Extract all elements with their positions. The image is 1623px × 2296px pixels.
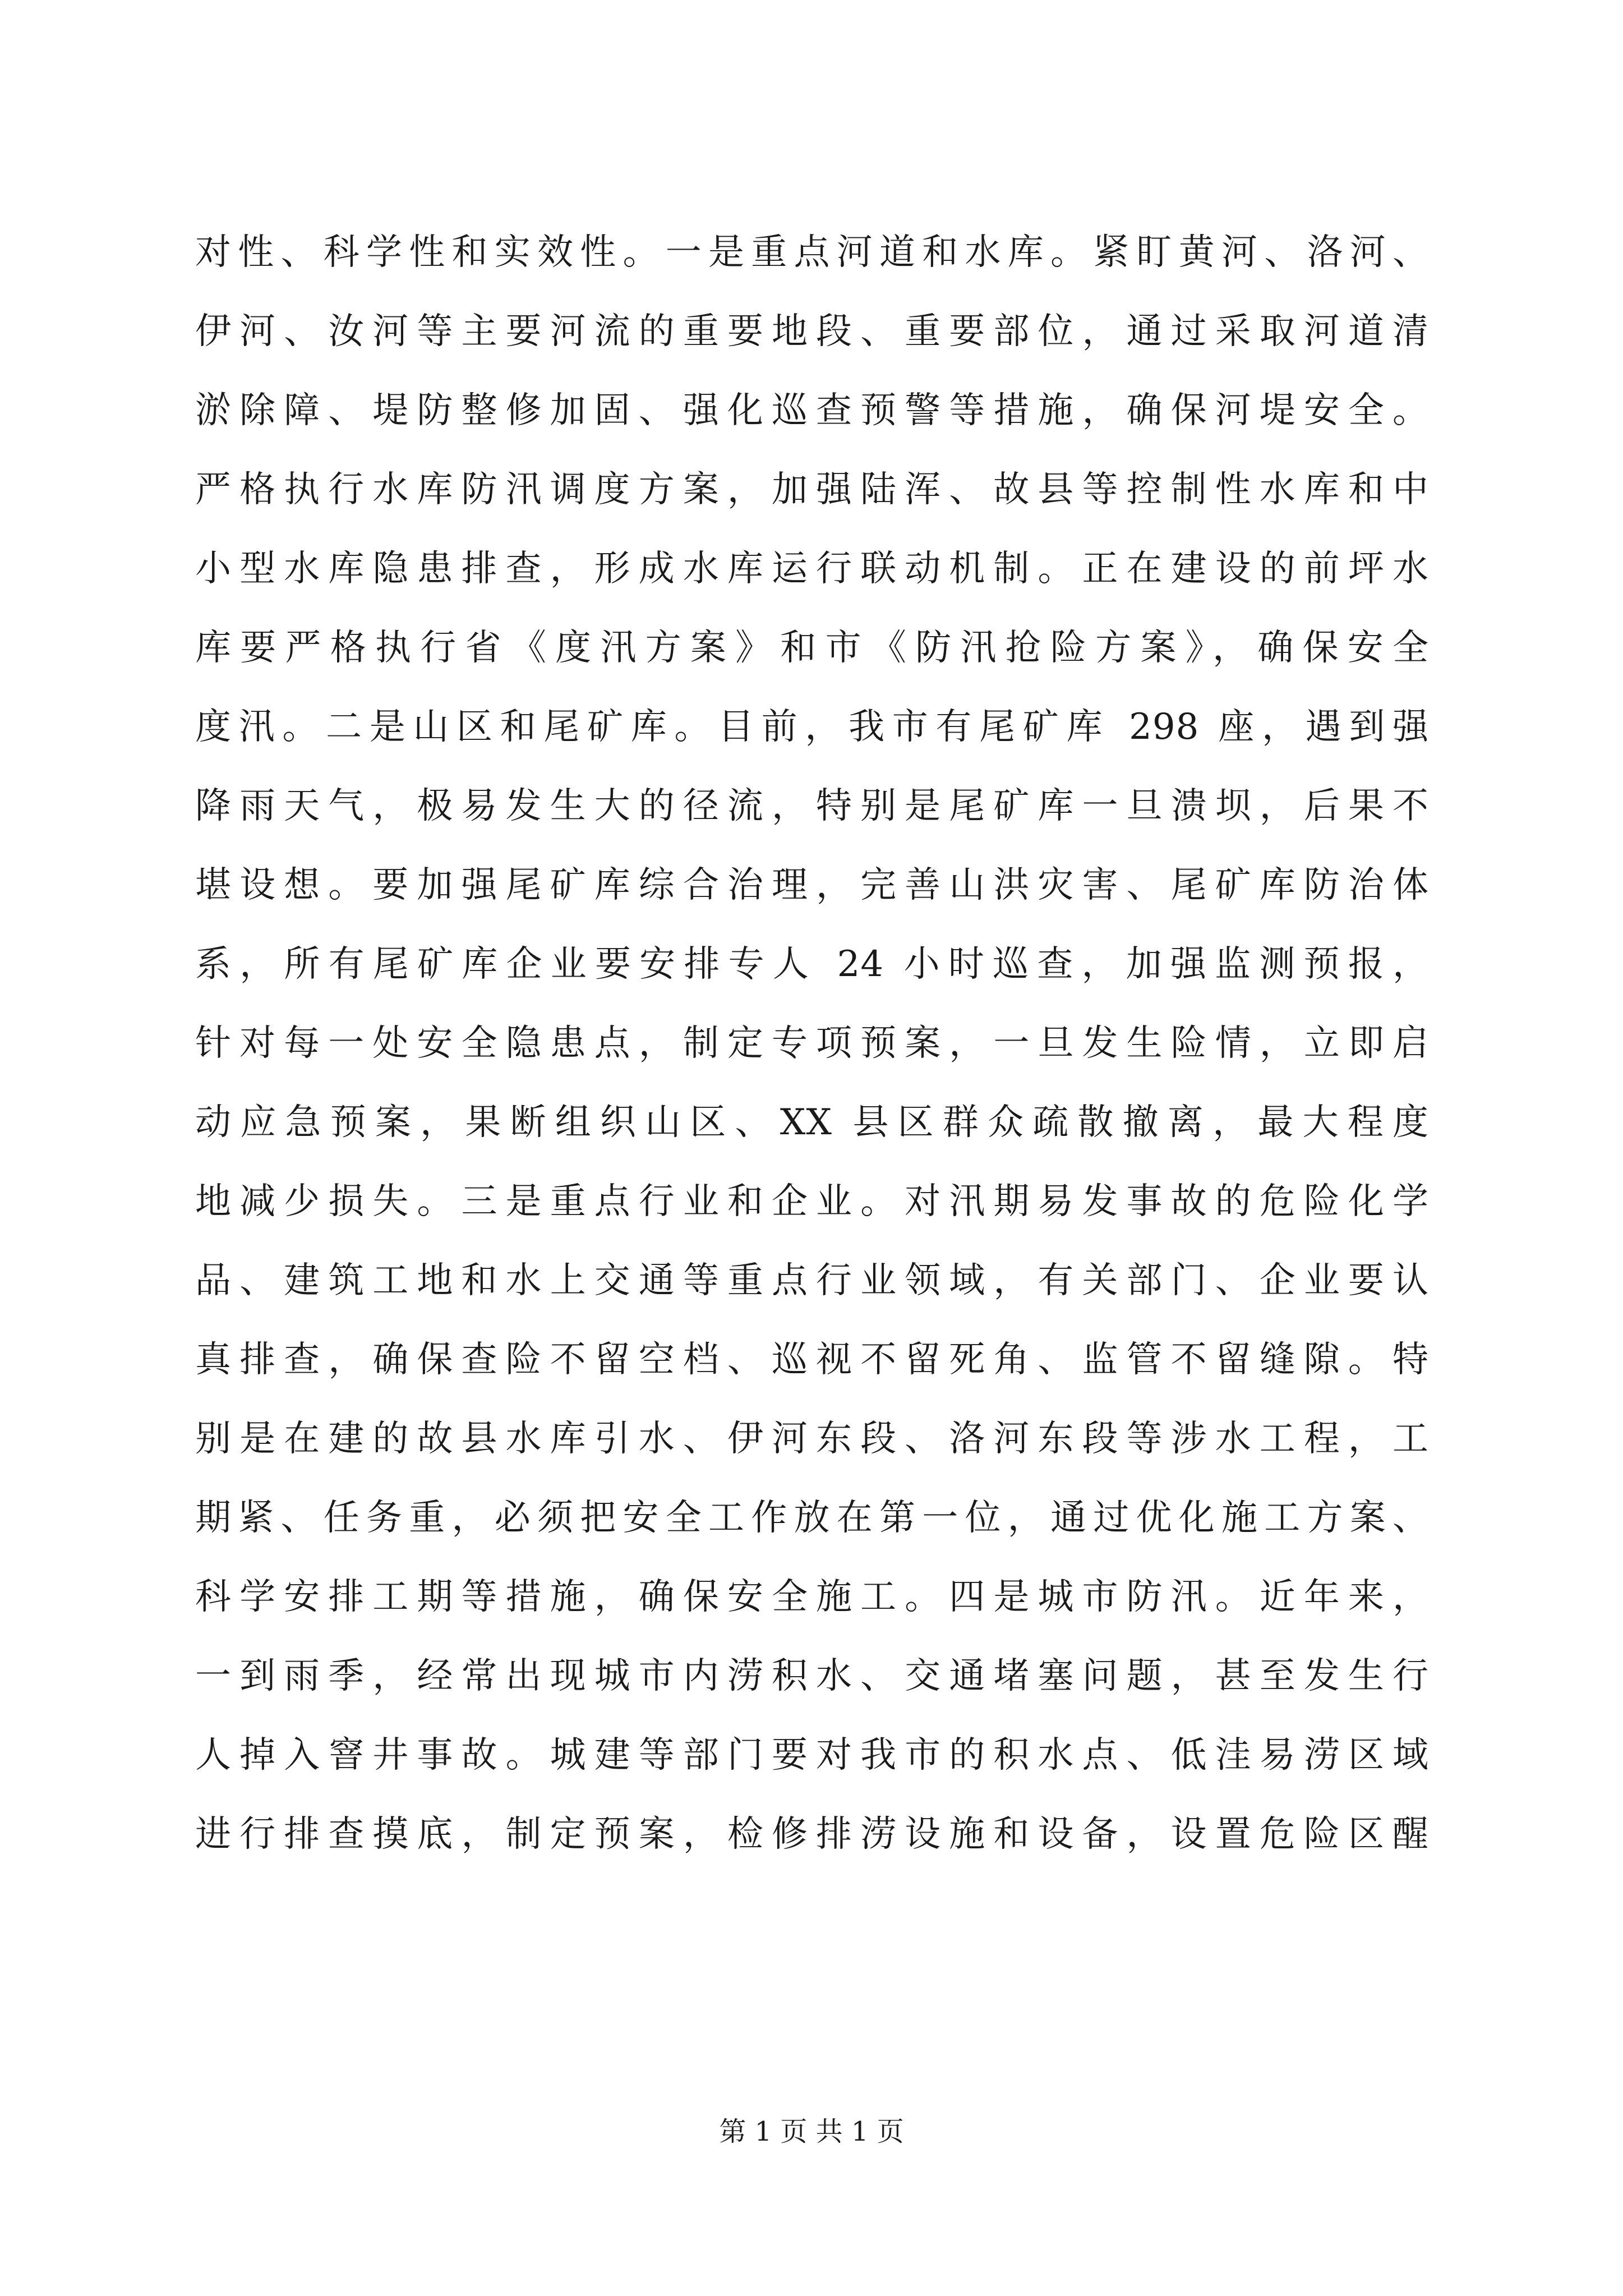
text-line: 别是在建的故县水库引水、伊河东段、洛河东段等涉水工程，工 — [195, 1418, 1429, 1460]
text-line: 淤除障、堤防整修加固、强化巡查预警等措施，确保河堤安全。 — [195, 390, 1429, 431]
text-line: 降雨天气，极易发生大的径流，特别是尾矿库一旦溃坝，后果不 — [195, 785, 1429, 827]
text-line: 系，所有尾矿库企业要安排专人 24 小时巡查，加强监测预报， — [195, 944, 1429, 985]
text-line: 伊河、汝河等主要河流的重要地段、重要部位，通过采取河道清 — [195, 311, 1429, 352]
body-text — [195, 213, 1429, 1874]
text-line: 动应急预案，果断组织山区、XX 县区群众疏散撤离，最大程度 — [195, 1102, 1429, 1143]
text-line: 进行排查摸底，制定预案，检修排涝设施和设备，设置危险区醒 — [195, 1814, 1429, 1855]
text-line: 地减少损失。三是重点行业和企业。对汛期易发事故的危险化学 — [195, 1181, 1429, 1222]
text-line: 严格执行水库防汛调度方案，加强陆浑、故县等控制性水库和中 — [195, 469, 1429, 510]
text-line: 人掉入窨井事故。城建等部门要对我市的积水点、低洼易涝区域 — [195, 1734, 1429, 1776]
text-line: 真排查，确保查险不留空档、巡视不留死角、监管不留缝隙。特 — [195, 1339, 1429, 1381]
text-line: 对性、科学性和实效性。一是重点河道和水库。紧盯黄河、洛河、 — [195, 232, 1429, 273]
text-line: 小型水库隐患排查，形成水库运行联动机制。正在建设的前坪水 — [195, 548, 1429, 590]
page-footer: 第 1 页 共 1 页 — [719, 2116, 904, 2147]
text-line: 库要严格执行省《度汛方案》和市《防汛抢险方案》，确保安全 — [195, 627, 1429, 669]
text-line: 针对每一处安全隐患点，制定专项预案，一旦发生险情，立即启 — [195, 1023, 1429, 1064]
text-line: 期紧、任务重，必须把安全工作放在第一位，通过优化施工方案、 — [195, 1497, 1429, 1539]
text-line: 堪设想。要加强尾矿库综合治理，完善山洪灾害、尾矿库防治体 — [195, 864, 1429, 906]
text-line: 度汛。二是山区和尾矿库。目前，我市有尾矿库 298 座，遇到强 — [195, 706, 1429, 748]
text-line: 科学安排工期等措施，确保安全施工。四是城市防汛。近年来， — [195, 1576, 1429, 1618]
text-line: 一到雨季，经常出现城市内涝积水、交通堵塞问题，甚至发生行 — [195, 1655, 1429, 1697]
text-line: 品、建筑工地和水上交通等重点行业领域，有关部门、企业要认 — [195, 1260, 1429, 1301]
